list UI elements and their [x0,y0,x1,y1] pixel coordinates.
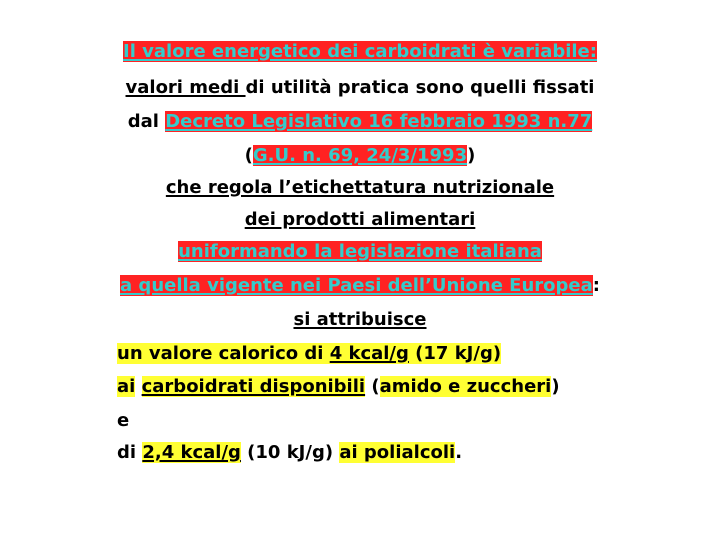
line-european-union [0,274,720,298]
kcal-4-text: 4 kcal/g [329,343,409,364]
dal-text: dal [127,111,166,132]
european-union-text: a quella vigente nei Paesi dell’Unione Europea [120,275,593,296]
paren-open-2: ( [365,376,380,397]
caloric-value-text: un valore calorico di [117,343,330,364]
utility-text: di utilità pratica sono quelli fissati [245,77,595,98]
food-products-text: dei prodotti alimentari [244,209,476,230]
polyols-text: ai polialcoli [339,442,456,463]
starch-sugars-text: amido e zuccheri [379,376,552,397]
colon-text: : [592,275,600,296]
energy-value-text: Il valore energetico dei carboidrati è variabile: [123,41,597,62]
kj-17-text: (17 kJ/g) [408,343,502,364]
attributes-text: si attribuisce [293,309,427,330]
line-decree [0,110,720,134]
period-text: . [455,442,463,463]
paren-open: ( [244,145,253,166]
line-and [117,409,129,433]
available-carbs-text: carboidrati disponibili [141,376,366,397]
line-mean-values [0,76,720,100]
line-food-products [0,208,720,232]
ai-text: ai [117,376,136,397]
line-labeling [0,176,720,200]
kj-10-text: (10 kJ/g) [240,442,340,463]
paren-close-2: ) [551,376,560,397]
kcal-2-4-text: 2,4 kcal/g [142,442,241,463]
and-text: e [117,410,130,431]
line-harmonizing [0,240,720,264]
line-caloric-value [117,342,501,366]
line-carbohydrates [117,375,560,399]
decree-text: Decreto Legislativo 16 febbraio 1993 n.77 [165,111,593,132]
line-energy-value [0,40,720,64]
line-polyols [117,441,462,465]
line-attributes [0,308,720,332]
harmonizing-text: uniformando la legislazione italiana [178,241,542,262]
line-gazette [0,144,720,168]
di-text: di [117,442,143,463]
labeling-text: che regola l’etichettatura nutrizionale [165,177,555,198]
gazette-text: G.U. n. 69, 24/3/1993 [252,145,468,166]
space-text [135,376,141,397]
mean-values-text: valori medi [125,77,246,98]
paren-close: ) [467,145,476,166]
